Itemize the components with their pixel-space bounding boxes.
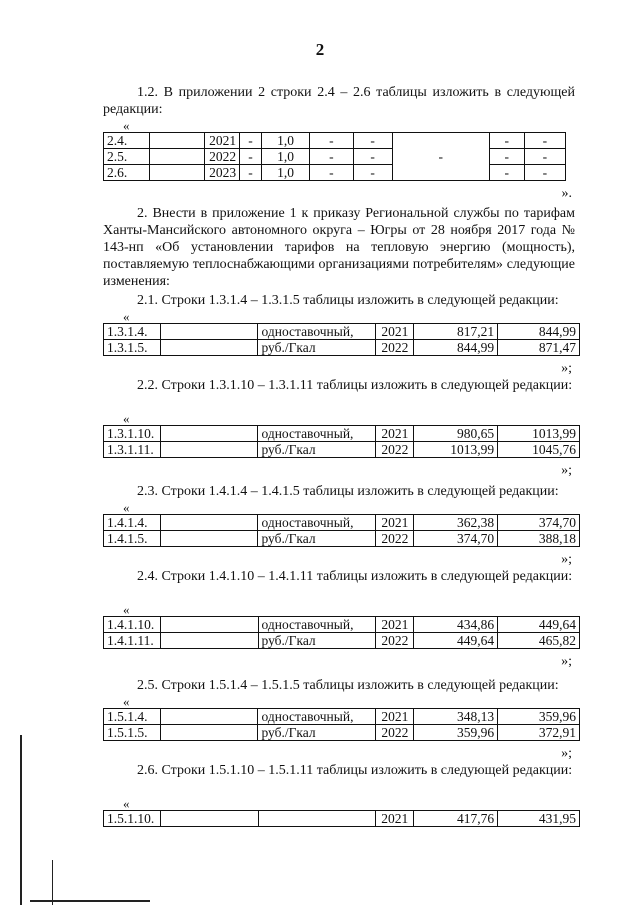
table-row	[104, 709, 580, 725]
year-cell: 2022	[376, 531, 414, 547]
tariff-description-cell: руб./Гкал	[258, 531, 376, 547]
empty-cell	[160, 515, 258, 531]
empty-cell	[160, 324, 258, 340]
year-cell: 2021	[205, 133, 240, 149]
value-cell: -	[310, 165, 353, 181]
tariff-table	[103, 514, 580, 547]
paragraph-2: 2. Внести в приложение 1 к приказу Региональной службы по тарифам Ханты-Мансийского автономного округа – Югры от 28 ноября 2017 года № 143-нп «Об установлении тарифов на тепловую энергию (мощность), поставляемую теплоснабжающими организациями потребителям» следующие изменения:	[103, 206, 575, 289]
empty-cell	[150, 165, 205, 181]
tariff-value-cell: 374,70	[498, 515, 580, 531]
empty-cell	[160, 725, 258, 741]
value-cell: 1,0	[261, 149, 309, 165]
table-row	[104, 133, 566, 149]
table-1-2	[103, 132, 566, 181]
row-number-cell: 1.3.1.11.	[104, 442, 161, 458]
tariff-description-cell: руб./Гкал	[258, 725, 376, 741]
close-quote: »;	[561, 746, 572, 761]
tariff-value-cell: 372,91	[498, 725, 580, 741]
value-cell: -	[353, 165, 392, 181]
value-cell: -	[353, 133, 392, 149]
row-number-cell: 1.4.1.11.	[104, 633, 161, 649]
table-row	[104, 617, 580, 633]
row-number-cell: 1.3.1.4.	[104, 324, 161, 340]
value-cell: 1,0	[261, 165, 309, 181]
value-cell: -	[524, 133, 565, 149]
section-heading: 2.2. Строки 1.3.1.10 – 1.3.1.11 таблицы изложить в следующей редакции:	[137, 378, 573, 393]
year-cell: 2022	[205, 149, 240, 165]
tariff-value-cell: 449,64	[498, 617, 580, 633]
year-cell: 2022	[376, 340, 414, 356]
open-quote: «	[123, 500, 130, 515]
tariff-table	[103, 810, 580, 827]
open-quote: «	[123, 118, 130, 133]
open-quote: «	[123, 796, 130, 811]
open-quote: «	[123, 602, 130, 617]
page-number: 2	[315, 40, 325, 59]
row-number-cell: 1.5.1.10.	[104, 811, 161, 827]
row-number-cell: 2.5.	[104, 149, 150, 165]
tariff-value-cell: 417,76	[414, 811, 498, 827]
table-row	[104, 442, 580, 458]
empty-cell	[150, 133, 205, 149]
section-heading: 2.3. Строки 1.4.1.4 – 1.4.1.5 таблицы изложить в следующей редакции:	[137, 484, 559, 499]
value-cell: -	[240, 165, 262, 181]
row-number-cell: 1.4.1.10.	[104, 617, 161, 633]
tariff-value-cell: 871,47	[498, 340, 580, 356]
value-cell: -	[353, 149, 392, 165]
value-cell: -	[310, 133, 353, 149]
tariff-description-cell: руб./Гкал	[258, 442, 376, 458]
value-cell: -	[310, 149, 353, 165]
tariff-description-cell	[258, 811, 376, 827]
tariff-value-cell: 359,96	[414, 725, 498, 741]
tariff-description-cell: руб./Гкал	[258, 633, 376, 649]
tariff-value-cell: 1013,99	[414, 442, 498, 458]
scan-edge-line	[30, 900, 150, 902]
close-quote: »;	[561, 361, 572, 376]
row-number-cell: 2.4.	[104, 133, 150, 149]
empty-cell	[160, 340, 258, 356]
table-row	[104, 725, 580, 741]
table-row	[104, 165, 566, 181]
empty-cell	[160, 617, 258, 633]
row-number-cell: 1.3.1.5.	[104, 340, 161, 356]
close-quote: »;	[561, 654, 572, 669]
year-cell: 2022	[376, 725, 414, 741]
tariff-description-cell: одноставочный,	[258, 709, 376, 725]
value-cell: -	[240, 149, 262, 165]
row-number-cell: 1.5.1.5.	[104, 725, 161, 741]
close-quote: »;	[561, 463, 572, 478]
tariff-value-cell: 434,86	[414, 617, 498, 633]
table-row	[104, 811, 580, 827]
row-number-cell: 1.5.1.4.	[104, 709, 161, 725]
value-cell: 1,0	[261, 133, 309, 149]
tariff-description-cell: одноставочный,	[258, 426, 376, 442]
table-row	[104, 515, 580, 531]
tariff-description-cell: одноставочный,	[258, 515, 376, 531]
open-quote: «	[123, 411, 130, 426]
empty-cell	[150, 149, 205, 165]
value-cell: -	[489, 133, 524, 149]
tariff-value-cell: 359,96	[498, 709, 580, 725]
tariff-value-cell: 348,13	[414, 709, 498, 725]
tariff-description-cell: руб./Гкал	[258, 340, 376, 356]
section-heading: 2.6. Строки 1.5.1.10 – 1.5.1.11 таблицы изложить в следующей редакции:	[137, 763, 573, 778]
tariff-value-cell: 431,95	[498, 811, 580, 827]
row-number-cell: 1.3.1.10.	[104, 426, 161, 442]
row-number-cell: 2.6.	[104, 165, 150, 181]
section-heading: 2.5. Строки 1.5.1.4 – 1.5.1.5 таблицы изложить в следующей редакции:	[137, 678, 559, 693]
section-heading: 2.1. Строки 1.3.1.4 – 1.3.1.5 таблицы изложить в следующей редакции:	[137, 293, 559, 308]
tariff-table	[103, 708, 580, 741]
value-cell: -	[489, 165, 524, 181]
tariff-description-cell: одноставочный,	[258, 324, 376, 340]
open-quote: «	[123, 309, 130, 324]
tariff-value-cell: 817,21	[414, 324, 498, 340]
close-quote: »;	[561, 552, 572, 567]
year-cell: 2021	[376, 426, 414, 442]
table-row	[104, 531, 580, 547]
table-row	[104, 324, 580, 340]
close-quote: ».	[561, 186, 572, 201]
tariff-value-cell: 844,99	[498, 324, 580, 340]
tariff-value-cell: 449,64	[414, 633, 498, 649]
table-row	[104, 149, 566, 165]
year-cell: 2021	[376, 709, 414, 725]
tariff-value-cell: 362,38	[414, 515, 498, 531]
empty-cell	[160, 633, 258, 649]
table-row	[104, 340, 580, 356]
empty-cell	[160, 531, 258, 547]
tariff-value-cell: 1045,76	[498, 442, 580, 458]
value-cell: -	[524, 149, 565, 165]
row-number-cell: 1.4.1.4.	[104, 515, 161, 531]
paragraph-1-2: 1.2. В приложении 2 строки 2.4 – 2.6 таблицы изложить в следующей редакции:	[103, 85, 575, 117]
empty-cell	[160, 442, 257, 458]
year-cell: 2022	[376, 442, 414, 458]
tariff-value-cell: 980,65	[414, 426, 498, 442]
scan-edge-line	[20, 735, 22, 905]
tariff-value-cell: 844,99	[414, 340, 498, 356]
empty-cell	[160, 426, 257, 442]
tariff-table	[103, 323, 580, 356]
year-cell: 2021	[376, 324, 414, 340]
row-number-cell: 1.4.1.5.	[104, 531, 161, 547]
tariff-value-cell: 374,70	[414, 531, 498, 547]
tariff-value-cell: 388,18	[498, 531, 580, 547]
section-heading: 2.4. Строки 1.4.1.10 – 1.4.1.11 таблицы изложить в следующей редакции:	[137, 569, 573, 584]
tariff-value-cell: 465,82	[498, 633, 580, 649]
tariff-table	[103, 425, 580, 458]
year-cell: 2023	[205, 165, 240, 181]
table-row	[104, 426, 580, 442]
year-cell: 2021	[376, 811, 414, 827]
tariff-table	[103, 616, 580, 649]
year-cell: 2021	[376, 617, 414, 633]
scan-edge-line	[52, 860, 53, 905]
tariff-value-cell: 1013,99	[498, 426, 580, 442]
empty-cell	[160, 811, 258, 827]
year-cell: 2022	[376, 633, 414, 649]
empty-cell	[160, 709, 258, 725]
tariff-description-cell: одноставочный,	[258, 617, 376, 633]
value-cell: -	[524, 165, 565, 181]
table-row	[104, 633, 580, 649]
merged-cell: -	[392, 133, 489, 181]
value-cell: -	[240, 133, 262, 149]
value-cell: -	[489, 149, 524, 165]
open-quote: «	[123, 694, 130, 709]
year-cell: 2021	[376, 515, 414, 531]
